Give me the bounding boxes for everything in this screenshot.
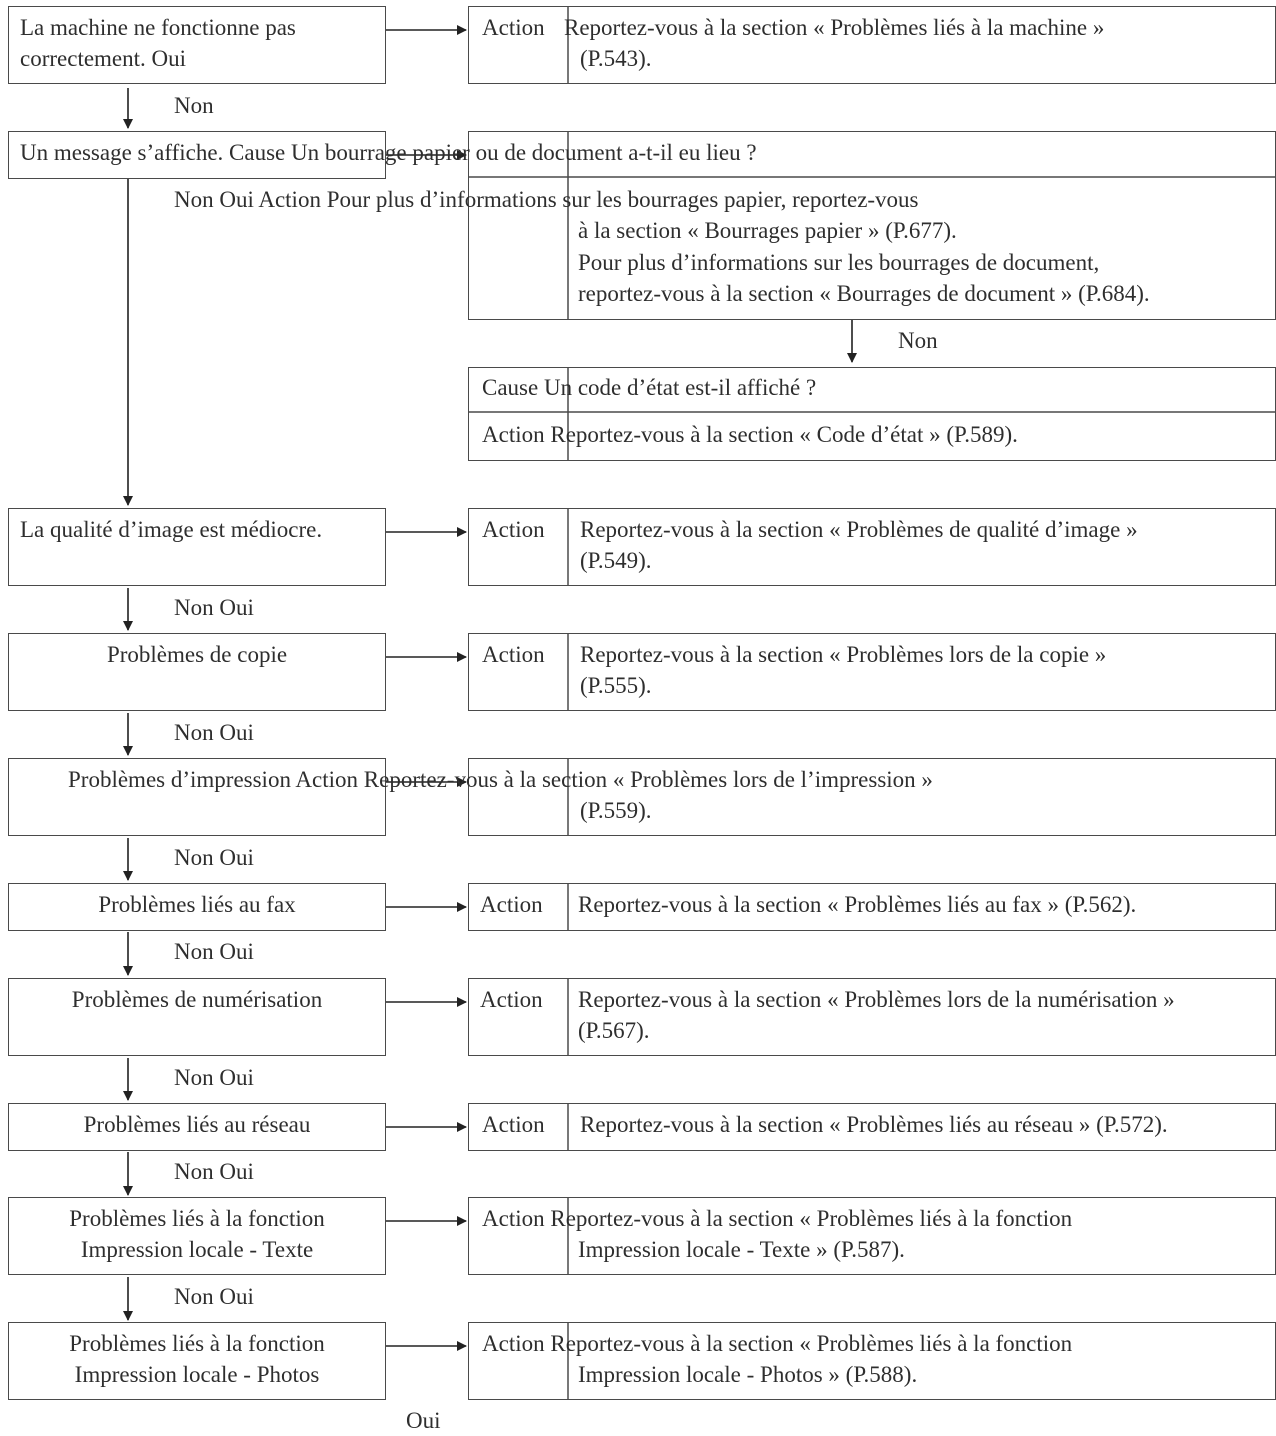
action-text-fax: Reportez-vous à la section « Problèmes liés au fax » (P.562). xyxy=(578,892,1137,917)
label-nonoui-6: Non Oui xyxy=(174,845,254,870)
action-text-network: Reportez-vous à la section « Problèmes liés au réseau » (P.572). xyxy=(580,1112,1168,1137)
question-scan: Problèmes de numérisation xyxy=(71,987,323,1012)
action-label-network: Action xyxy=(482,1112,545,1137)
label-nonoui-7: Non Oui xyxy=(174,939,254,964)
question-local-photos-line2: Impression locale - Photos xyxy=(74,1362,320,1387)
label-nonoui-4: Non Oui xyxy=(174,595,254,620)
action-text-machine-line1: Reportez-vous à la section « Problèmes liés à la machine » xyxy=(564,15,1105,40)
action-label-copy: Action xyxy=(482,642,545,667)
question-fax: Problèmes liés au fax xyxy=(98,892,296,917)
question-network: Problèmes liés au réseau xyxy=(83,1112,311,1137)
jam-action-line3: Pour plus d’informations sur les bourrages de document, xyxy=(578,250,1100,275)
question-local-text-line2: Impression locale - Texte xyxy=(80,1237,314,1262)
question-local-photos-line1: Problèmes liés à la fonction xyxy=(69,1331,325,1356)
label-nonoui-10: Non Oui xyxy=(174,1284,254,1309)
label-non-1: Non xyxy=(174,93,214,118)
question-image-quality: La qualité d’image est médiocre. xyxy=(20,517,323,542)
action-text-local-photos-line2: Impression locale - Photos » (P.588). xyxy=(578,1362,918,1387)
jam-action-line4: reportez-vous à la section « Bourrages de document » (P.684). xyxy=(578,281,1150,306)
print-line1: Problèmes d’impression Action Reportez-vous à la section « Problèmes lors de l’impression » xyxy=(68,767,933,792)
action-text-scan-line2: (P.567). xyxy=(578,1018,650,1043)
action-text-local-text-line1: Action Reportez-vous à la section « Problèmes liés à la fonction xyxy=(482,1206,1073,1231)
action-text-copy-line1: Reportez-vous à la section « Problèmes lors de la copie » xyxy=(580,642,1107,667)
question-message: Un message s’affiche. Cause Un bourrage papier ou de document a-t-il eu lieu ? xyxy=(20,140,757,165)
action-label-image-quality: Action xyxy=(482,517,545,542)
label-non-jam: Non xyxy=(898,328,938,353)
action-text-local-photos-line1: Action Reportez-vous à la section « Problèmes liés à la fonction xyxy=(482,1331,1073,1356)
label-nonoui-9: Non Oui xyxy=(174,1159,254,1184)
jam-action-line2: à la section « Bourrages papier » (P.677). xyxy=(578,218,957,243)
action-text-copy-line2: (P.555). xyxy=(580,673,652,698)
question-machine-line1: La machine ne fonctionne pas xyxy=(20,15,296,40)
label-nonoui-8: Non Oui xyxy=(174,1065,254,1090)
label-final-oui: Oui xyxy=(406,1408,441,1433)
action-text-image-quality-line1: Reportez-vous à la section « Problèmes de qualité d’image » xyxy=(580,517,1138,542)
action-label-machine: Action xyxy=(482,15,545,40)
action-text-scan-line1: Reportez-vous à la section « Problèmes lors de la numérisation » xyxy=(578,987,1175,1012)
action-text-image-quality-line2: (P.549). xyxy=(580,548,652,573)
action-label-scan: Action xyxy=(480,987,543,1012)
status-action: Action Reportez-vous à la section « Code d’état » (P.589). xyxy=(482,422,1018,447)
action-text-machine-line2: (P.543). xyxy=(580,46,652,71)
action-label-fax: Action xyxy=(480,892,543,917)
print-line2: (P.559). xyxy=(580,798,652,823)
question-copy: Problèmes de copie xyxy=(106,642,288,667)
question-local-text-line1: Problèmes liés à la fonction xyxy=(69,1206,325,1231)
status-cause: Cause Un code d’état est-il affiché ? xyxy=(482,375,817,400)
label-nonoui-5: Non Oui xyxy=(174,720,254,745)
question-machine-line2: correctement. Oui xyxy=(20,46,187,71)
action-text-local-text-line2: Impression locale - Texte » (P.587). xyxy=(578,1237,905,1262)
jam-action-line1: Non Oui Action Pour plus d’informations sur les bourrages papier, reportez-vous xyxy=(174,187,919,212)
